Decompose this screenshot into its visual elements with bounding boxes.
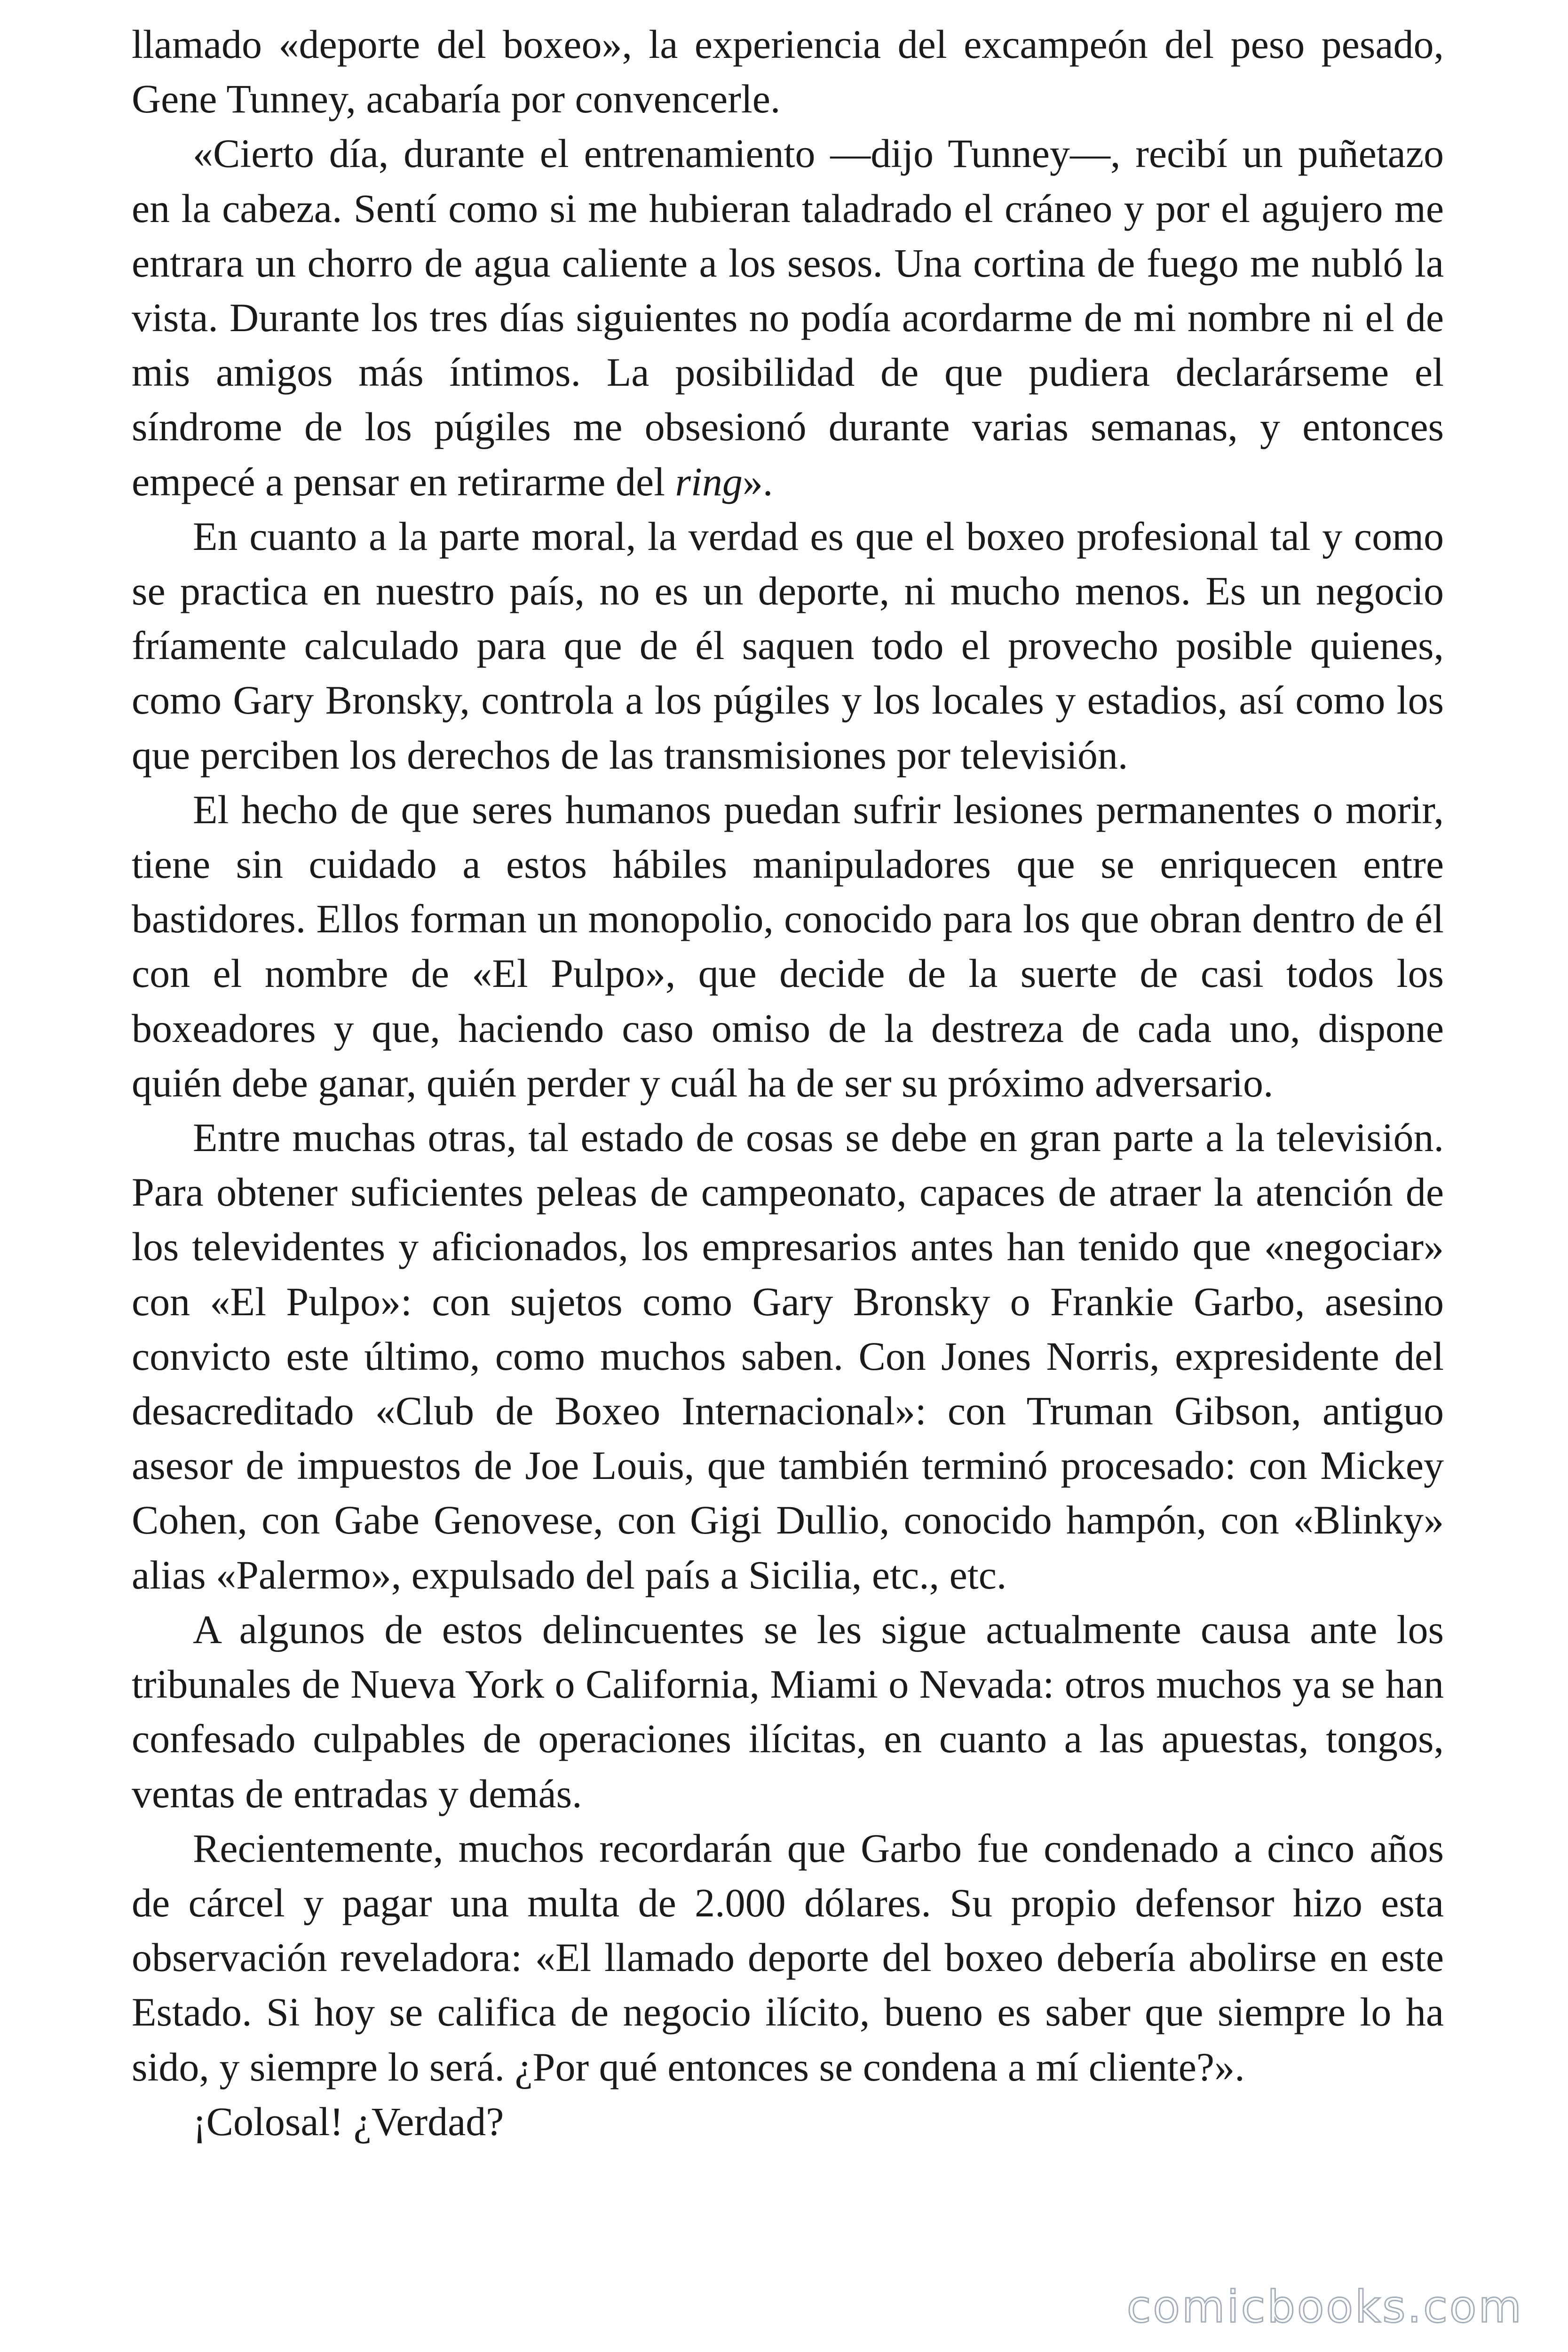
paragraph-text: Entre muchas otras, tal estado de cosas se debe en gran parte a la televisión. Para obtener suficientes peleas de campeonato, capaces de atraer la atención de los televidentes y aficionados, los empresarios antes han tenido que «negociar» con «El Pulpo»: con sujetos como Gary Bronsky o Frankie Garbo, asesino convicto este último, como muchos saben. Con Jones Norris, expresidente del desacreditado «Club de Boxeo Internacional»: con Truman Gibson, antiguo asesor de impuestos de Joe Louis, que también terminó procesado: con Mickey Cohen, con Gabe Genovese, con Gigi Dullio, conocido hampón, con «Blinky» alias «Palermo», expulsado del país a Sicilia, etc., etc. bbox=[132, 1115, 1444, 1597]
paragraph-text: llamado «deporte del boxeo», la experiencia del excampeón del peso pesado, Gene Tunney, acabaría por convencerle. bbox=[132, 22, 1444, 122]
paragraph-5 bbox=[132, 1110, 1444, 1602]
italic-word: ring bbox=[675, 459, 743, 504]
body-text bbox=[132, 0, 1444, 2149]
book-page bbox=[132, 0, 1444, 2149]
paragraph-8 bbox=[132, 2094, 1444, 2149]
paragraph-text: «Cierto día, durante el entrenamiento —dijo Tunney—, recibí un puñetazo en la cabeza. Sentí como si me hubieran taladrado el cráneo y por el agujero me entrara un chorro de agua caliente a los sesos. Una cortina de fuego me nubló la vista. Durante los tres días siguientes no podía acordarme de mi nombre ni el de mis amigos más íntimos. La posibilidad de que pudiera declarárseme el síndrome de los púgiles me obsesionó durante varias semanas, y entonces empecé a pensar en retirarme del bbox=[132, 131, 1444, 504]
paragraph-text: En cuanto a la parte moral, la verdad es que el boxeo profesional tal y como se practica en nuestro país, no es un deporte, ni mucho menos. Es un negocio fríamente calculado para que de él saquen todo el provecho posible quienes, como Gary Bronsky, controla a los púgiles y los locales y estadios, así como los que perciben los derechos de las transmisiones por televisión. bbox=[132, 513, 1444, 778]
paragraph-7 bbox=[132, 1821, 1444, 2094]
paragraph-6 bbox=[132, 1602, 1444, 1821]
paragraph-2 bbox=[132, 126, 1444, 509]
paragraph-1 bbox=[132, 17, 1444, 126]
paragraph-text-end: ». bbox=[742, 459, 773, 504]
paragraph-4 bbox=[132, 782, 1444, 1110]
paragraph-text: ¡Colosal! ¿Verdad? bbox=[193, 2098, 504, 2144]
paragraph-text: Recientemente, muchos recordarán que Garbo fue condenado a cinco años de cárcel y pagar una multa de 2.000 dólares. Su propio defensor hizo esta observación reveladora: «El llamado deporte del boxeo debería abolirse en este Estado. Si hoy se califica de negocio ilícito, bueno es saber que siempre lo ha sido, y siempre lo será. ¿Por qué entonces se condena a mí cliente?». bbox=[132, 1825, 1444, 2090]
paragraph-3 bbox=[132, 509, 1444, 782]
watermark-text: comicbooks.com bbox=[1126, 2281, 1523, 2333]
paragraph-text: El hecho de que seres humanos puedan sufrir lesiones permanentes o morir, tiene sin cuidado a estos hábiles manipuladores que se enriquecen entre bastidores. Ellos forman un monopolio, conocido para los que obran dentro de él con el nombre de «El Pulpo», que decide de la suerte de casi todos los boxeadores y que, haciendo caso omiso de la destreza de cada uno, dispone quién debe ganar, quién perder y cuál ha de ser su próximo adversario. bbox=[132, 787, 1444, 1105]
paragraph-text: A algunos de estos delincuentes se les sigue actualmente causa ante los tribunales de Nueva York o California, Miami o Nevada: otros muchos ya se han confesado culpables de operaciones ilícitas, en cuanto a las apuestas, tongos, ventas de entradas y demás. bbox=[132, 1606, 1444, 1816]
